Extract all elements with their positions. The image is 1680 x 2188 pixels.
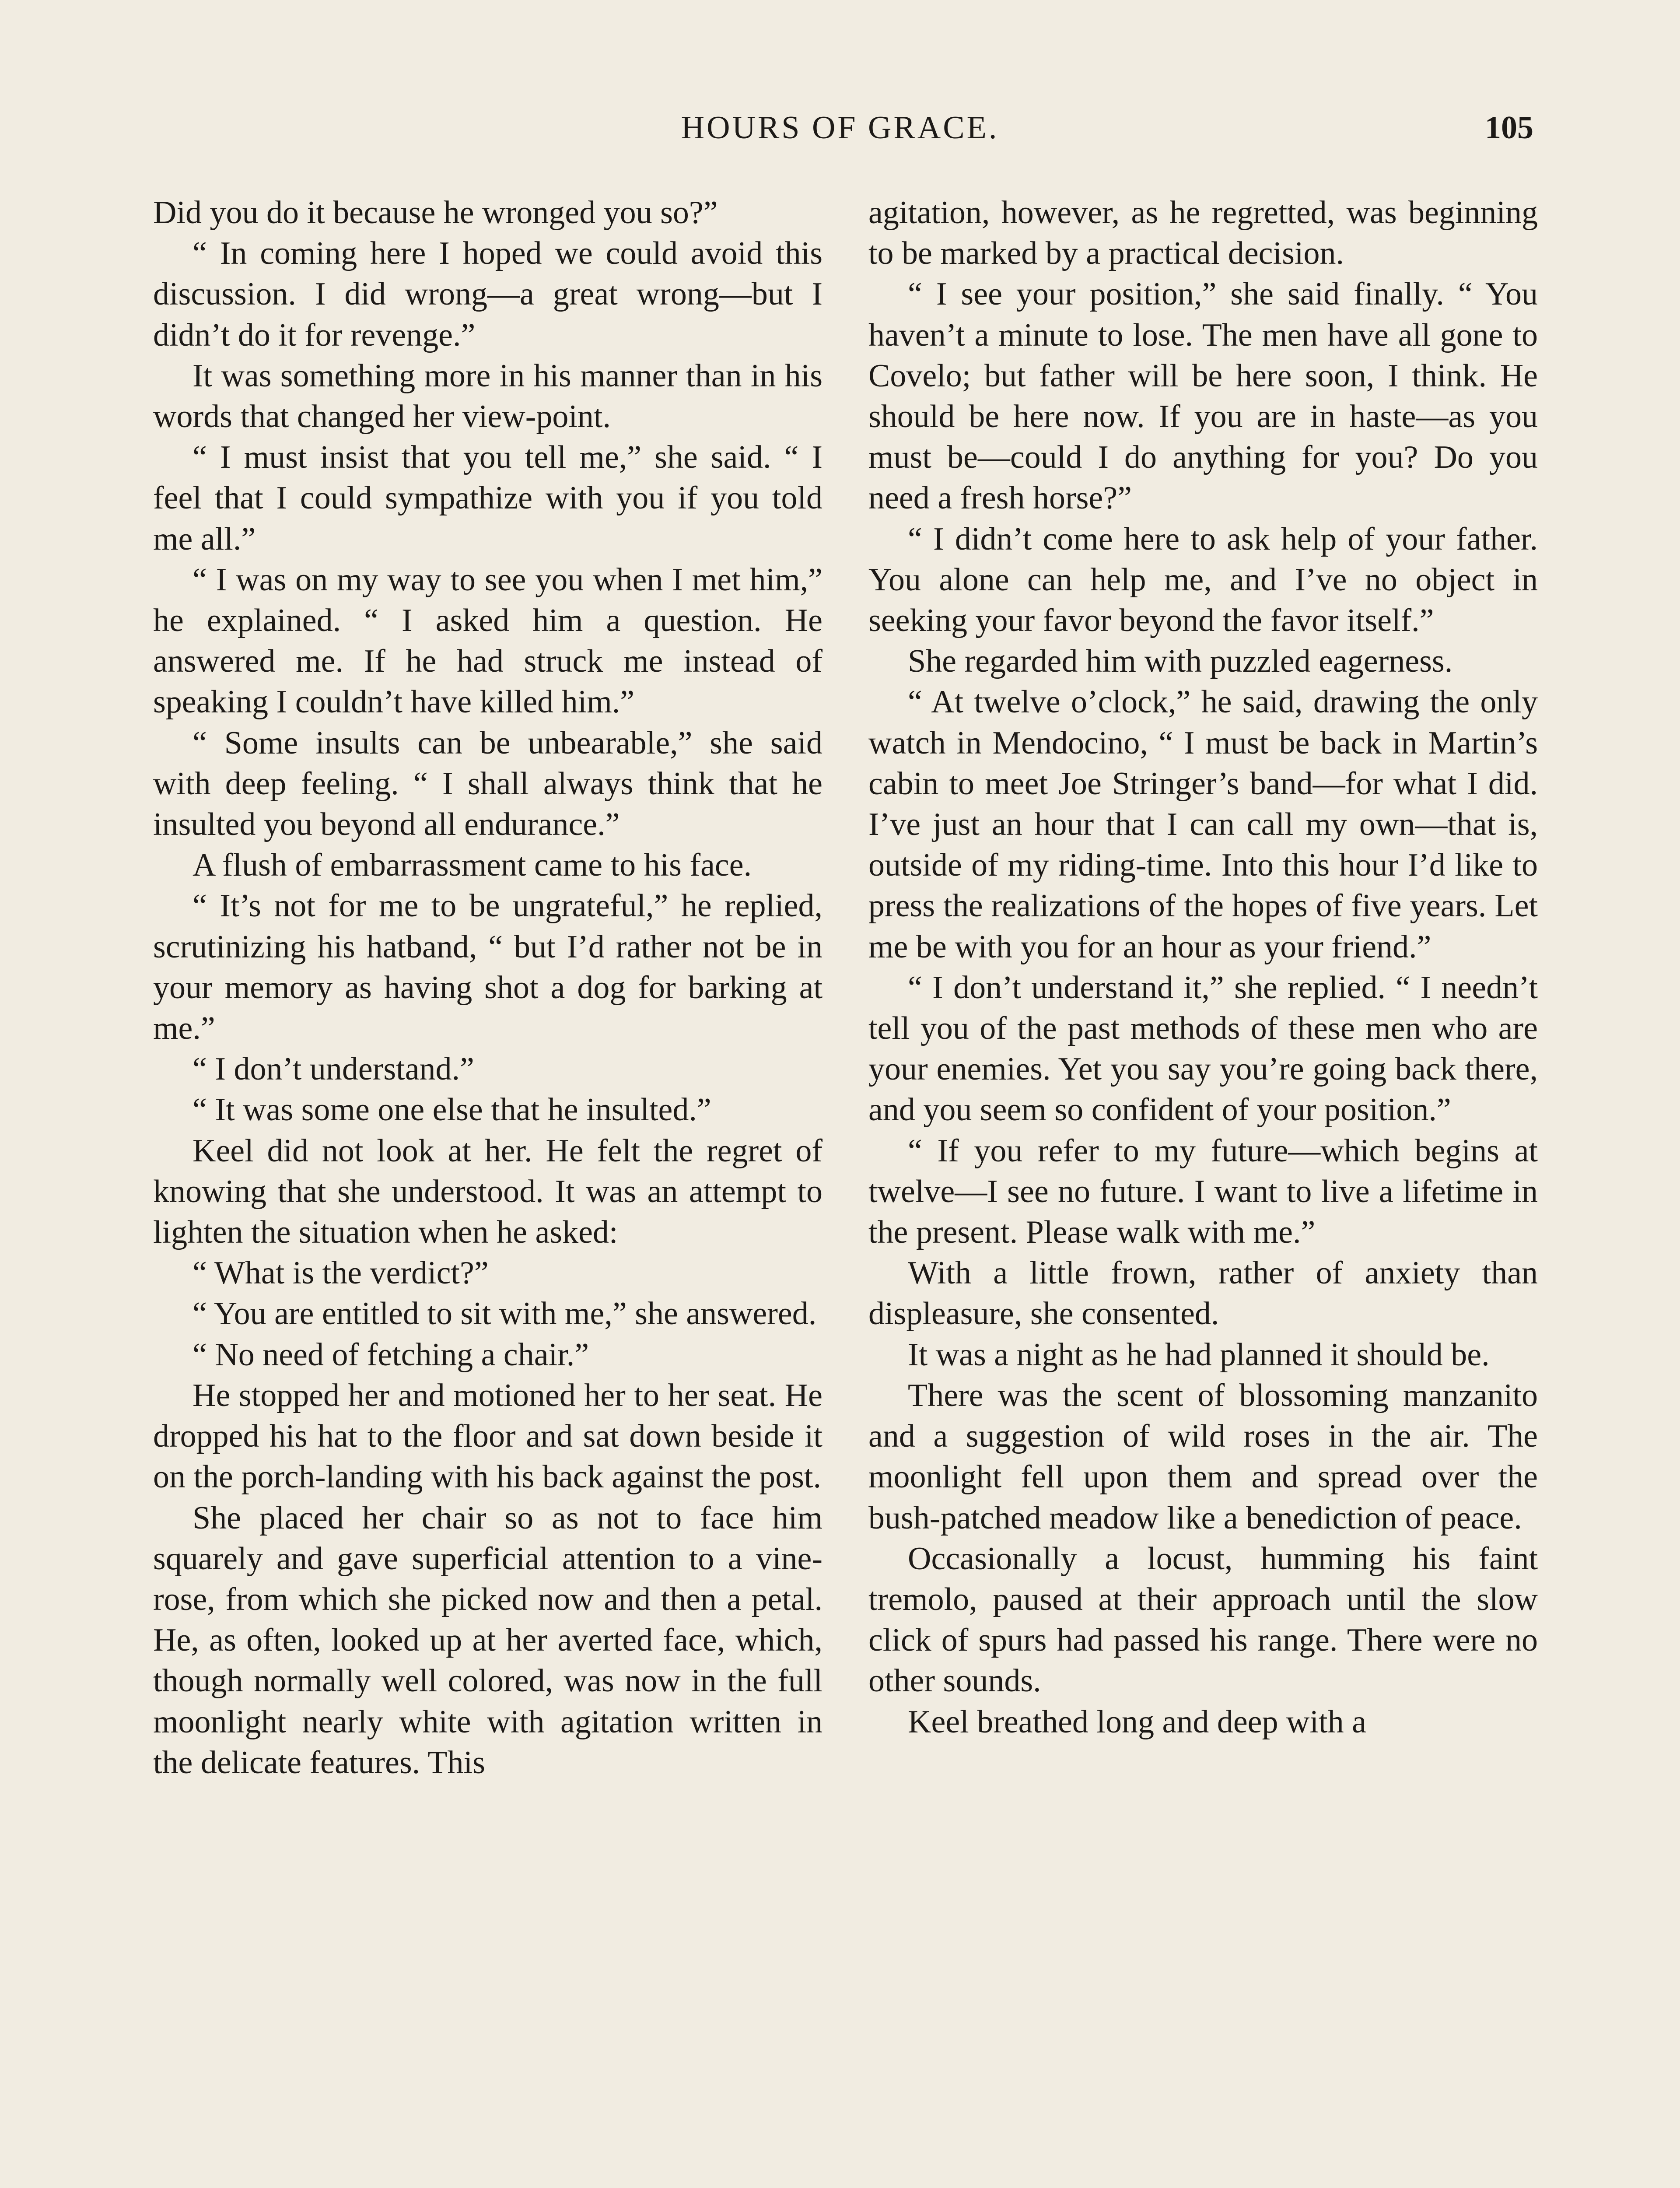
paragraph: “ I was on my way to see you when I met him,” he explained. “ I asked him a question. He answered me. If he had struck me instead of speaking I couldn’t have killed him.”: [153, 561, 822, 720]
paragraph: “ If you refer to my future—which begins at twelve—I see no future. I want to live a lifetime in the present. Please walk with me.”: [868, 1133, 1538, 1251]
paragraph: “ No need of fetching a chair.”: [192, 1336, 589, 1373]
paragraph: Keel breathed long and deep with a: [908, 1704, 1366, 1740]
paragraph: “ It’s not for me to be ungrateful,” he replied, scrutinizing his hatband, “ but I’d rather not be in your memory as having shot a dog for barking at me.”: [153, 888, 822, 1047]
paragraph: Keel did not look at her. He felt the regret of knowing that she understood. It was an attempt to lighten the situation when he asked:: [153, 1133, 822, 1251]
paragraph: Occasionally a locust, humming his faint tremolo, paused at their approach until the slow click of spurs had passed his range. There were no other sounds.: [868, 1540, 1538, 1699]
page-number: 105: [1485, 110, 1533, 146]
paragraph: “ I must insist that you tell me,” she said. “ I feel that I could sympathize with you if you told me all.”: [153, 439, 822, 557]
paragraph: With a little frown, rather of anxiety than displeasure, she consented.: [868, 1255, 1538, 1332]
paragraph: “ At twelve o’clock,” he said, drawing the only watch in Mendocino, “ I must be back in Martin’s cabin to meet Joe Stringer’s band—for what I did. I’ve just an hour that I can call my own—that is, outside of my riding-time. Into this hour I’d like to press the realizations of the hopes of five years. Let me be with you for an hour as your friend.”: [868, 684, 1538, 965]
paragraph: “ I didn’t come here to ask help of your father. You alone can help me, and I’ve no object in seeking your favor beyond the favor itself.”: [868, 521, 1538, 639]
paragraph: “ I see your position,” she said finally. “ You haven’t a minute to lose. The men have all gone to Covelo; but father will be here soon, I think. He should be here now. If you are in haste—as you must be—could I do anything for you? Do you need a fresh horse?”: [868, 276, 1538, 516]
paragraph: “ In coming here I hoped we could avoid this discussion. I did wrong—a great wrong—but I didn’t do it for revenge.”: [153, 235, 822, 353]
paragraph: It was a night as he had planned it should be.: [908, 1336, 1490, 1373]
running-title: HOURS OF GRACE.: [681, 110, 999, 146]
paragraph: “ I don’t understand it,” she replied. “ I needn’t tell you of the past methods of these men who are your enemies. Yet you say you’re going back there, and you seem so confident of your position.”: [868, 969, 1538, 1128]
paragraph: “ What is the verdict?”: [192, 1255, 489, 1291]
paragraph: “ You are entitled to sit with me,” she answered.: [192, 1296, 817, 1332]
paragraph: He stopped her and motioned her to her seat. He dropped his hat to the floor and sat down beside it on the porch-landing with his back against the post.: [153, 1377, 822, 1495]
left-text-column: [153, 193, 822, 1783]
paragraph: agitation, however, as he regretted, was beginning to be marked by a practical decision.: [868, 195, 1538, 272]
paragraph: “ I don’t understand.”: [192, 1051, 474, 1087]
paragraph: “ Some insults can be unbearable,” she said with deep feeling. “ I shall always think that he insulted you beyond all endurance.”: [153, 725, 822, 843]
paragraph: Did you do it because he wronged you so?”: [153, 195, 718, 231]
paragraph: It was something more in his manner than in his words that changed her view-point.: [153, 358, 822, 435]
paragraph: There was the scent of blossoming manzanito and a suggestion of wild roses in the air. The moonlight fell upon them and spread over the bush-patched meadow like a benediction of peace.: [868, 1377, 1538, 1536]
paragraph: A flush of embarrassment came to his face.: [192, 847, 752, 884]
paragraph: She regarded him with puzzled eagerness.: [908, 643, 1453, 680]
right-text-column: [868, 193, 1538, 1743]
paragraph: She placed her chair so as not to face him squarely and gave superficial attention to a vine-rose, from which she picked now and then a petal. He, as often, looked up at her averted face, which, though normally well colored, was now in the full moonlight nearly white with agitation written in the delicate features. This: [153, 1500, 822, 1781]
paragraph: “ It was some one else that he insulted.”: [192, 1092, 711, 1128]
